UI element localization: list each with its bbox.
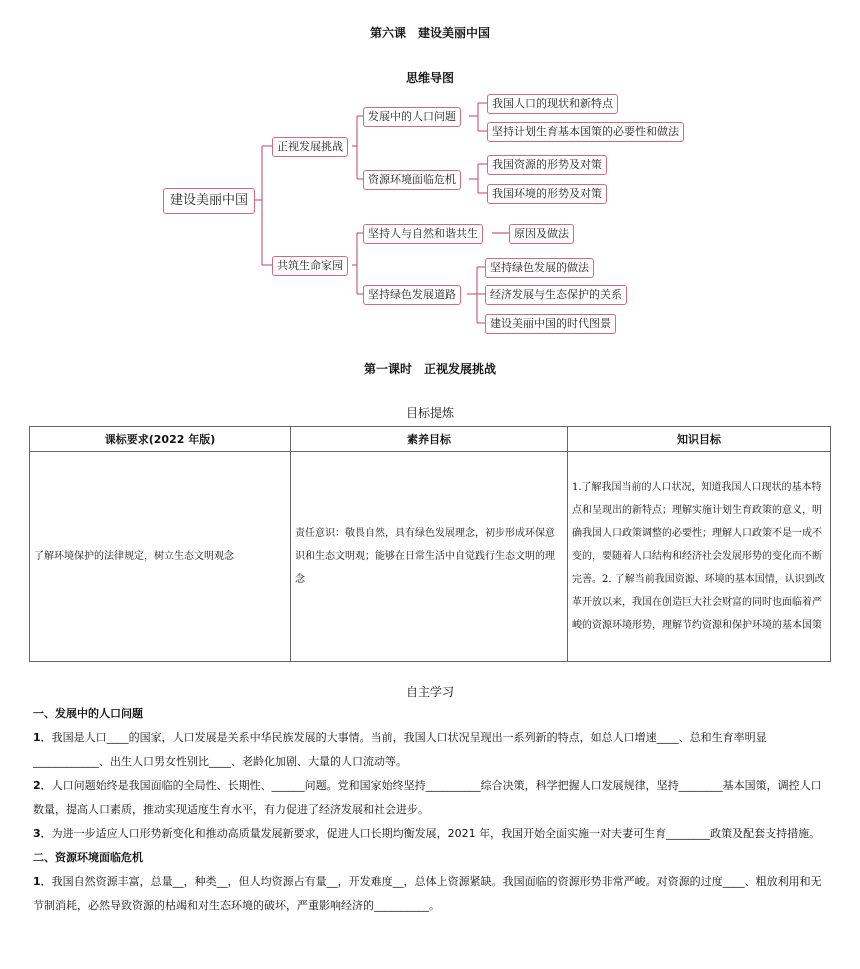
mindmap-node-environment-situation: 我国环境的形势及对策 (487, 184, 607, 204)
self-study-content (33, 702, 828, 918)
goals-requirement-cell: 了解环境保护的法律规定，树立生态文明观念 (30, 452, 291, 662)
period-title: 第一课时 正视发展挑战 (363, 362, 496, 376)
mindmap-node-challenge: 正视发展挑战 (272, 137, 348, 157)
paragraph-2-number: 2． (33, 779, 52, 792)
self-study-heading: 自主学习 (405, 685, 454, 699)
mindmap-root: 建设美丽中国 (163, 188, 255, 214)
mindmap-node-homeland: 共筑生命家园 (272, 256, 348, 276)
paragraph-2 (33, 774, 828, 822)
goals-knowledge-cell: 1.了解我国当前的人口状况，知道我国人口现状的基本特点和呈现出的新特点；理解实施计划生育政策的意义，明确我国人口政策调整的必要性；理解人口政策不是一成不变的，要随着人口结构和经济社会发展形势的变化而不断完善。2. 了解当前我国资源、环境的基本国情，认识到改革开放以来，我国在创造巨大社会财富的同时也面临着严峻的资源环境形势，理解节约资源和保护环境的基本国策 (568, 452, 831, 662)
paragraph-4-number: 1． (33, 875, 52, 888)
mindmap-node-green-practice: 坚持绿色发展的做法 (485, 258, 594, 278)
paragraph-4-text: 我国自然资源丰富，总量__，种类__，但人均资源占有量__，开发难度__，总体上资源紧缺。我国面临的资源形势非常严峻。对资源的过度____、粗放利用和无节制消耗，必然导致资源的枯竭和对生态环境的破坏，严重影响经济的__________。 (33, 875, 822, 912)
mindmap-node-harmony: 坚持人与自然和谐共生 (363, 224, 483, 244)
mindmap-node-vision: 建设美丽中国的时代图景 (485, 314, 616, 334)
mindmap-node-reasons: 原因及做法 (509, 224, 574, 244)
goals-table (29, 426, 831, 662)
mindmap-node-family-planning: 坚持计划生育基本国策的必要性和做法 (487, 122, 684, 142)
section-population-heading: 一、发展中的人口问题 (33, 707, 143, 720)
paragraph-3-number: 3． (33, 827, 52, 840)
mindmap-node-economy-ecology: 经济发展与生态保护的关系 (485, 285, 627, 305)
paragraph-3 (33, 822, 828, 846)
paragraph-1 (33, 726, 828, 774)
mindmap-node-population-status: 我国人口的现状和新特点 (487, 94, 618, 114)
paragraph-1-text: 我国是人口____的国家，人口发展是关系中华民族发展的大事情。当前，我国人口状况呈现出一系列新的特点，如总人口增速____、总和生育率明显____________、出生人口男女性别比____、老龄化加剧、大量的人口流动等。 (33, 731, 767, 768)
mindmap-node-resource-situation: 我国资源的形势及对策 (487, 155, 607, 175)
mindmap-node-green-road: 坚持绿色发展道路 (363, 285, 461, 305)
paragraph-3-text: 为进一步适应人口形势新变化和推动高质量发展新要求，促进人口长期均衡发展，2021 年，我国开始全面实施一对夫妻可生育________政策及配套支持措施。 (51, 827, 821, 840)
goals-literacy-cell: 责任意识：敬畏自然，具有绿色发展理念，初步形成环保意识和生态文明观；能够在日常生活中自觉践行生态文明的理念 (291, 452, 568, 662)
goals-heading: 目标提炼 (405, 406, 454, 420)
goals-col-requirement: 课标要求(2022 年版) (30, 427, 291, 452)
mindmap-node-resource-crisis: 资源环境面临危机 (363, 170, 461, 190)
mindmap-heading: 思维导图 (405, 71, 454, 85)
paragraph-2-text: 人口问题始终是我国面临的全局性、长期性、______问题。党和国家始终坚持__________综合决策，科学把握人口发展规律，坚持________基本国策，调控人口数量，提高人口素质，推动实现适度生育水平，有力促进了经济发展和社会进步。 (33, 779, 822, 816)
section-resource-heading: 二、资源环境面临危机 (33, 851, 143, 864)
mindmap-node-population: 发展中的人口问题 (363, 107, 461, 127)
goals-col-literacy: 素养目标 (291, 427, 568, 452)
lesson-title: 第六课 建设美丽中国 (369, 26, 490, 40)
paragraph-4 (33, 870, 828, 918)
paragraph-1-number: 1． (33, 731, 52, 744)
goals-col-knowledge: 知识目标 (568, 427, 831, 452)
